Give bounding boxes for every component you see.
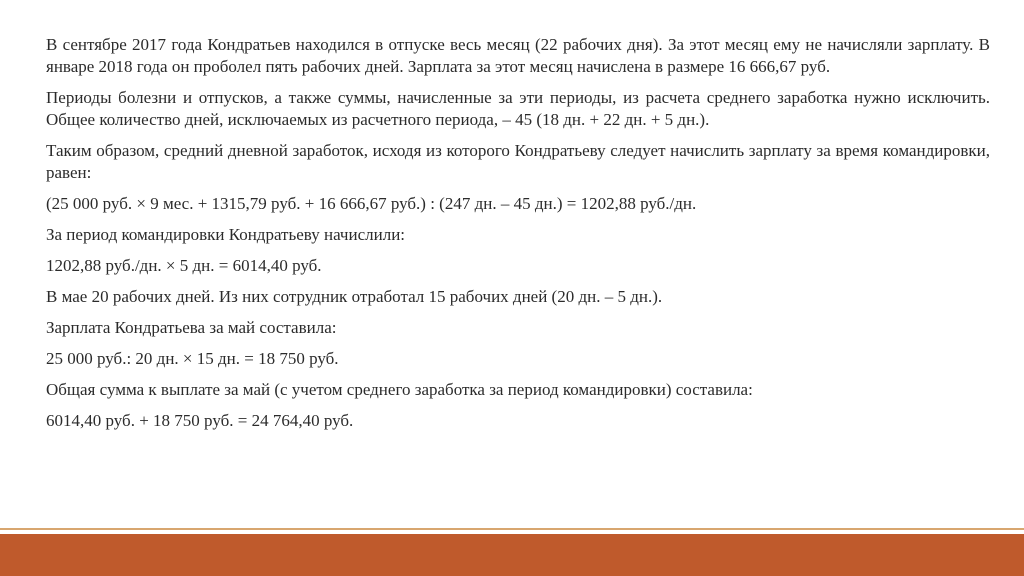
slide-body-text [46, 34, 990, 441]
paragraph-vacation: В сентябре 2017 года Кондратьев находился в отпуске весь месяц (22 рабочих дня). За этот месяц ему не начисляли зарплату. В январе 2018 года он проболел пять рабочих дней. Зарплата за этот месяц начислена в размере 16 666,67 руб. [46, 35, 990, 76]
formula-trip-accrual: 1202,88 руб./дн. × 5 дн. = 6014,40 руб. [46, 256, 322, 275]
paragraph-may-workdays: В мае 20 рабочих дней. Из них сотрудник отработал 15 рабочих дней (20 дн. – 5 дн.). [46, 287, 663, 306]
formula-may-salary: 25 000 руб.: 20 дн. × 15 дн. = 18 750 руб. [46, 349, 339, 368]
paragraph-exclusions: Периоды болезни и отпусков, а также суммы, начисленные за эти периоды, из расчета среднего заработка нужно исключить. Общее количество дней, исключаемых из расчетного периода, – 45 (18 дн. + 22 дн. + 5 дн.). [46, 88, 990, 129]
paragraph-total-intro: Общая сумма к выплате за май (с учетом среднего заработка за период командировки) составила: [46, 380, 753, 399]
paragraph-trip-accrual-intro: За период командировки Кондратьеву начислили: [46, 225, 406, 244]
footer-accent-line [0, 528, 1024, 530]
footer-accent-bar [0, 534, 1024, 576]
paragraph-average-earnings-intro: Таким образом, средний дневной заработок, исходя из которого Кондратьеву следует начислить зарплату за время командировки, равен: [46, 141, 990, 182]
formula-average-daily-earnings: (25 000 руб. × 9 мес. + 1315,79 руб. + 16 666,67 руб.) : (247 дн. – 45 дн.) = 1202,88 руб./дн. [46, 194, 697, 213]
formula-total: 6014,40 руб. + 18 750 руб. = 24 764,40 руб. [46, 411, 354, 430]
paragraph-may-salary-intro: Зарплата Кондратьева за май составила: [46, 318, 337, 337]
